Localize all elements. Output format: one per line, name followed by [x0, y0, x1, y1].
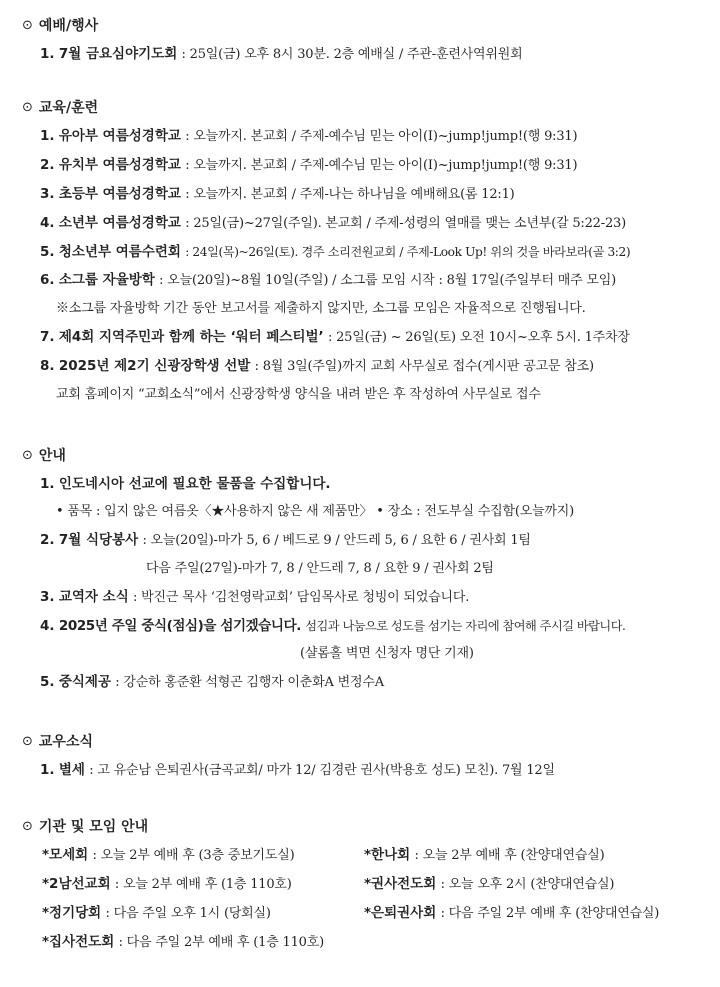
item-text: : 24일(목)~26일(토). 경주 소리전원교회 / 주제-Look Up! 위의 것을 바라보라(골 3:2)	[185, 245, 631, 259]
group-item	[42, 870, 364, 899]
circle-dot-icon: ⊙	[22, 448, 33, 463]
section-title-text: 교우소식	[38, 734, 94, 750]
item-text: : 다음 주일 오후 1시 (당회실)	[105, 906, 271, 921]
item-number: 1.	[40, 46, 55, 62]
item-label: *집사전도회	[42, 934, 115, 950]
item-label: *모세회	[42, 847, 89, 863]
item-number: 6.	[40, 272, 55, 288]
item-text: : 25일(금) 오후 8시 30분. 2층 예배실 / 주관-훈련사역위원회	[181, 47, 523, 62]
item-number: 1.	[40, 762, 55, 778]
list-item	[22, 122, 710, 151]
item-text: : 8월 3일(주일)까지 교회 사무실로 접수(게시판 공고문 참조)	[254, 359, 594, 374]
item-text: : 오늘까지. 본교회 / 주제-예수님 믿는 아이(I)~jump!jump!(행 9:31)	[185, 129, 578, 144]
group-item	[364, 899, 694, 928]
note-text: 교회 홈페이지 “교회소식”에서 신광장학생 양식을 내려 받은 후 작성하여 사무실로 접수	[56, 387, 541, 402]
item-number: 3.	[40, 186, 55, 202]
note-text: (샬롬홀 벽면 신청자 명단 기재)	[300, 646, 474, 661]
item-label: 유아부 여름성경학교	[58, 128, 181, 144]
circle-dot-icon: ⊙	[22, 100, 33, 115]
note-text: ※소그룹 자율방학 기간 동안 보고서를 제출하지 않지만, 소그룹 모임은 자율적으로 진행됩니다.	[56, 301, 586, 316]
note-text: • 품목 : 입지 않은 여름옷〈★사용하지 않은 새 제품만〉 • 장소 : 전도부실 수집함(오늘까지)	[56, 504, 575, 519]
item-label: 제4회 지역주민과 함께 하는 ‘워터 페스티벌’	[58, 329, 324, 345]
item-label: 청소년부 여름수련회	[58, 244, 181, 260]
item-label: 중식제공	[58, 674, 111, 690]
item-number: 5.	[40, 674, 55, 690]
item-label: *정기당회	[42, 905, 102, 921]
item-text: : 강순하 홍준환 석형곤 김행자 이춘화A 변정수A	[115, 675, 384, 690]
item-text: : 다음 주일 2부 예배 후 (1층 110호)	[118, 935, 324, 950]
circle-dot-icon: ⊙	[22, 819, 33, 834]
item-text: : 오늘(20일)~8월 10일(주일) / 소그룹 모임 시작 : 8월 17일(주일부터 매주 모임)	[159, 273, 617, 288]
item-text: : 25일(금) ~ 26일(토) 오전 10시~오후 5시. 1주차장	[327, 330, 630, 345]
item-number: 8.	[40, 358, 55, 374]
list-item	[22, 668, 710, 697]
item-number: 1.	[40, 476, 55, 492]
list-item	[22, 238, 710, 266]
section-title	[22, 96, 710, 120]
list-item	[22, 323, 710, 352]
list-item	[22, 180, 710, 209]
item-label: *권사전도회	[364, 876, 437, 892]
item-label: 유치부 여름성경학교	[58, 157, 181, 173]
item-text: : 오늘까지. 본교회 / 주제-나는 하나님을 예배해요(롬 12:1)	[185, 187, 515, 202]
item-text: : 오늘 2부 예배 후 (1층 110호)	[114, 877, 292, 892]
item-label: 7월 금요심야기도회	[58, 46, 178, 62]
item-label: 별세	[58, 762, 85, 778]
group-grid	[22, 841, 710, 957]
item-number: 7.	[40, 329, 55, 345]
item-text: : 오늘 2부 예배 후 (3층 중보기도실)	[92, 848, 295, 863]
item-label: 7월 식당봉사	[58, 532, 139, 548]
section-title	[22, 815, 710, 839]
item-text: : 오늘까지. 본교회 / 주제-예수님 믿는 아이(I)~jump!jump!(행 9:31)	[185, 158, 578, 173]
item-label: 교역자 소식	[58, 589, 129, 605]
item-label: 2025년 제2기 신광장학생 선발	[58, 358, 251, 374]
list-item	[22, 526, 710, 555]
item-number: 5.	[40, 244, 55, 260]
item-text: : 고 유순남 은퇴권사(금곡교회/ 마가 12/ 김경란 권사(박용호 성도) 모친). 7월 12일	[89, 763, 555, 778]
item-label: *2남선교회	[42, 876, 111, 892]
list-item	[22, 612, 710, 640]
item-text: 섬김과 나눔으로 성도를 섬기는 자리에 참여해 주시길 바랍니다.	[305, 619, 626, 633]
list-item	[22, 756, 710, 785]
group-item	[42, 841, 364, 870]
item-label: 인도네시아 선교에 필요한 물품을 수집합니다.	[58, 476, 331, 492]
item-label: 2025년 주일 중식(점심)을 섬기겠습니다.	[58, 618, 301, 634]
item-number: 3.	[40, 589, 55, 605]
section-worship	[22, 14, 710, 69]
group-item	[364, 870, 694, 899]
list-item	[22, 266, 710, 295]
section-groups	[22, 815, 710, 957]
item-text: : 박진근 목사 ‘김천영락교회’ 담임목사로 청빙이 되었습니다.	[133, 590, 470, 605]
group-item	[364, 841, 694, 870]
item-label: 초등부 여름성경학교	[58, 186, 181, 202]
section-title	[22, 730, 710, 754]
item-number: 4.	[40, 215, 55, 231]
note-text: 다음 주일(27일)-마가 7, 8 / 안드레 7, 8 / 요한 9 / 권사회 2팀	[146, 561, 494, 576]
item-text: : 다음 주일 2부 예배 후 (찬양대연습실)	[440, 906, 660, 921]
group-item	[42, 928, 364, 957]
section-title	[22, 14, 710, 38]
list-item	[22, 583, 710, 612]
section-member-news	[22, 730, 710, 785]
circle-dot-icon: ⊙	[22, 734, 33, 749]
item-text: : 오늘 2부 예배 후 (찬양대연습실)	[414, 848, 605, 863]
list-item	[22, 151, 710, 180]
item-text: : 오늘(20일)-마가 5, 6 / 베드로 9 / 안드레 5, 6 / 요한 6 / 권사회 1팀	[142, 533, 531, 548]
section-title-text: 교육/훈련	[38, 100, 99, 116]
item-number: 2.	[40, 532, 55, 548]
item-label: *은퇴권사회	[364, 905, 437, 921]
circle-dot-icon: ⊙	[22, 18, 33, 33]
item-label: 소그룹 자율방학	[58, 272, 155, 288]
list-item	[22, 352, 710, 381]
section-title	[22, 444, 710, 468]
section-title-text: 예배/행사	[38, 18, 99, 34]
list-item	[22, 209, 710, 238]
section-education	[22, 96, 710, 409]
section-notice	[22, 444, 710, 697]
item-text: : 오늘 오후 2시 (찬양대연습실)	[440, 877, 615, 892]
item-number: 1.	[40, 128, 55, 144]
list-item	[22, 40, 710, 69]
list-item	[22, 470, 710, 498]
section-title-text: 기관 및 모임 안내	[38, 819, 149, 835]
item-label: 소년부 여름성경학교	[58, 215, 181, 231]
item-label: *한나회	[364, 847, 411, 863]
item-text: : 25일(금)~27일(주일). 본교회 / 주제-성령의 열매를 맺는 소년부(갈 5:22-23)	[185, 216, 626, 231]
item-number: 4.	[40, 618, 55, 634]
group-item	[42, 899, 364, 928]
section-title-text: 안내	[38, 448, 66, 464]
item-number: 2.	[40, 157, 55, 173]
